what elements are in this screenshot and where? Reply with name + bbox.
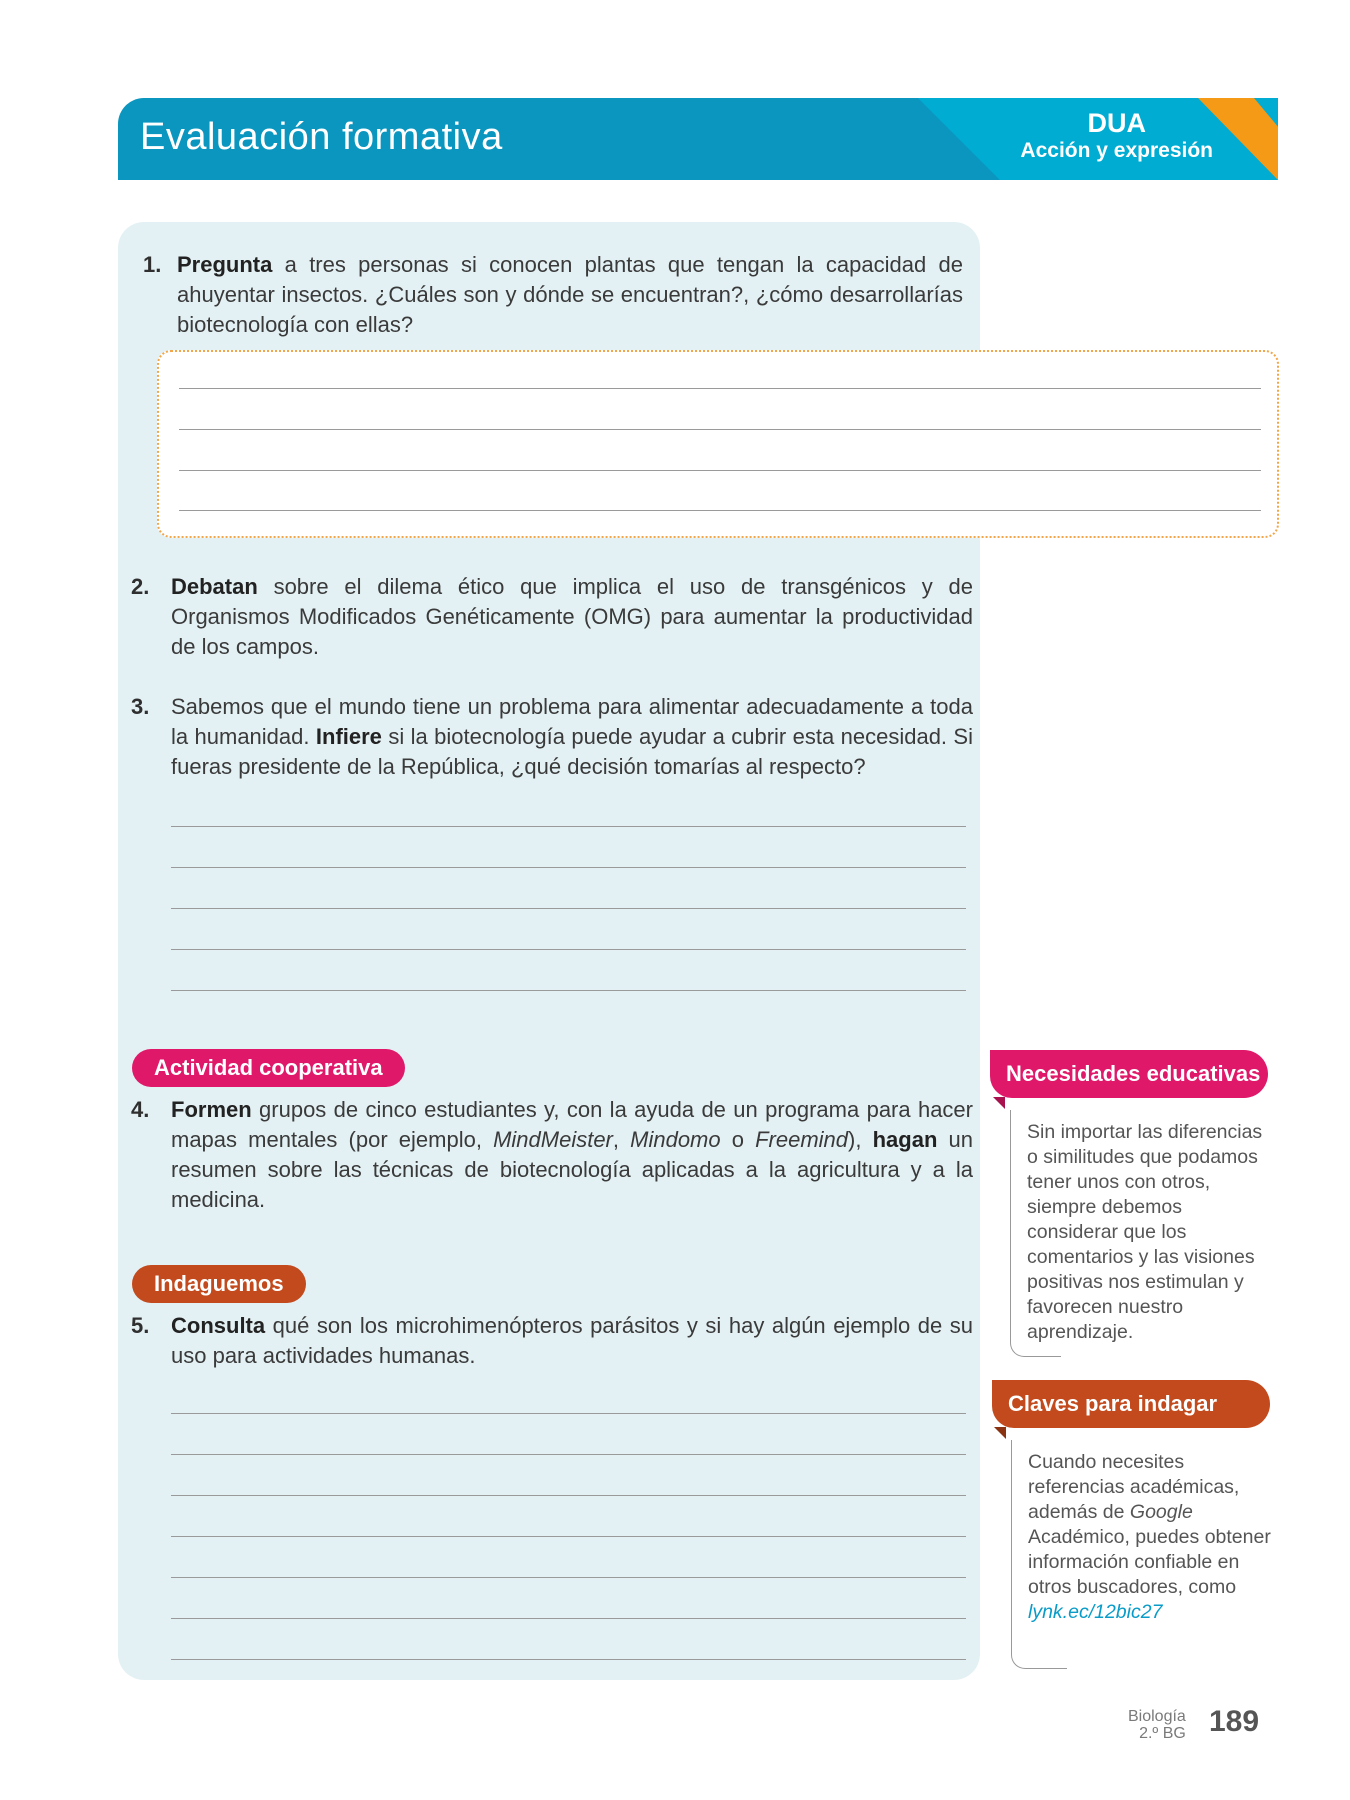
example-software: MindMeister xyxy=(493,1127,613,1152)
dua-title: DUA xyxy=(1087,108,1146,138)
research-tips-tab-notch xyxy=(994,1427,1006,1439)
answer-line[interactable] xyxy=(171,1454,966,1455)
answer-line[interactable] xyxy=(179,510,1261,511)
answer-line[interactable] xyxy=(171,1618,966,1619)
section-header xyxy=(118,98,1278,180)
special-needs-tab: Necesidades educativas xyxy=(990,1050,1268,1098)
special-needs-text: Sin importar las diferencias o similitudes que podamos tener unos con otros, siempre debemos considerar que los comentarios y las visiones positivas nos estimulan y favorecen nuestro aprendizaje. xyxy=(1027,1121,1263,1343)
question-verb: Consulta xyxy=(171,1313,266,1338)
answer-line[interactable] xyxy=(171,1413,966,1414)
question-text: si la biotecnología puede ayudar a cubrir esta necesidad. Si fueras presidente de la República, ¿qué decisión tomarías al respecto? xyxy=(171,724,973,779)
question-text: un resumen sobre las técnicas de biotecnología aplicadas a la agricultura y a la medicina. xyxy=(171,1127,973,1212)
indaguemos-label: Indaguemos xyxy=(132,1265,306,1303)
answer-box[interactable] xyxy=(157,350,1279,538)
question-verb: Debatan xyxy=(171,574,258,599)
grade-label: 2.º BG xyxy=(1139,1725,1186,1742)
question-verb: Pregunta xyxy=(177,252,273,277)
question-verb: Infiere xyxy=(315,724,382,749)
question-verb: Formen xyxy=(171,1097,252,1122)
question-text: a tres personas si conocen plantas que tengan la capacidad de ahuyentar insectos. ¿Cuáles son y dónde se encuentran?, ¿cómo desarrollarías biotecnología con ellas? xyxy=(177,252,963,337)
question-text: qué son los microhimenópteros parásitos y si hay algún ejemplo de su uso para actividades humanas. xyxy=(171,1313,973,1368)
question-2 xyxy=(131,572,973,662)
special-needs-tab-notch xyxy=(993,1097,1005,1109)
answer-line[interactable] xyxy=(171,867,966,868)
research-tips-text xyxy=(1028,1450,1273,1625)
example-software: Mindomo xyxy=(630,1127,721,1152)
question-number: 3. xyxy=(131,694,150,719)
question-number: 2. xyxy=(131,574,150,599)
question-number: 1. xyxy=(143,252,162,277)
google-name: Google xyxy=(1129,1501,1193,1523)
answer-line[interactable] xyxy=(171,908,966,909)
research-tips-text-a: Cuando necesites referencias académicas, además de xyxy=(1028,1451,1240,1523)
answer-line[interactable] xyxy=(171,1495,966,1496)
answer-line[interactable] xyxy=(171,1659,966,1660)
dua-subtitle: Acción y expresión xyxy=(1020,139,1213,162)
answer-line[interactable] xyxy=(179,470,1261,471)
question-1 xyxy=(143,250,963,340)
page-number: 189 xyxy=(1209,1705,1260,1738)
question-number: 5. xyxy=(131,1313,150,1338)
subject-name: Biología xyxy=(1128,1708,1186,1725)
answer-line[interactable] xyxy=(171,1577,966,1578)
research-tips-text-b: Académico, puedes obtener información confiable en otros buscadores, como xyxy=(1028,1526,1271,1598)
research-link[interactable]: lynk.ec/12bic27 xyxy=(1028,1601,1163,1623)
separator: , xyxy=(612,1127,631,1152)
separator: o xyxy=(720,1127,756,1152)
page-title: Evaluación formativa xyxy=(140,116,503,158)
dua-label xyxy=(1020,108,1213,164)
research-tips-tab: Claves para indagar xyxy=(992,1380,1270,1428)
answer-line[interactable] xyxy=(179,388,1261,389)
question-text: Sabemos que el mundo tiene un problema para alimentar adecuadamente a toda la humanidad. xyxy=(171,694,973,749)
example-software: Freemind xyxy=(755,1127,849,1152)
question-text: grupos de cinco estudiantes y, con la ayuda de un programa para hacer mapas mentales (por ejemplo, xyxy=(171,1097,973,1152)
question-text: sobre el dilema ético que implica el uso de transgénicos y de Organismos Modificados Genéticamente (OMG) para aumentar la productividad de los campos. xyxy=(171,574,973,659)
answer-line[interactable] xyxy=(171,826,966,827)
cooperative-activity-label: Actividad cooperativa xyxy=(132,1049,405,1087)
question-4 xyxy=(131,1095,973,1215)
question-number: 4. xyxy=(131,1097,150,1122)
question-verb: hagan xyxy=(872,1127,938,1152)
answer-line[interactable] xyxy=(171,1536,966,1537)
answer-line[interactable] xyxy=(171,949,966,950)
answer-line[interactable] xyxy=(171,990,966,991)
question-3 xyxy=(131,692,973,782)
separator: ), xyxy=(848,1127,873,1152)
question-5 xyxy=(131,1311,973,1371)
footer-subject xyxy=(1128,1708,1186,1742)
answer-line[interactable] xyxy=(179,429,1261,430)
